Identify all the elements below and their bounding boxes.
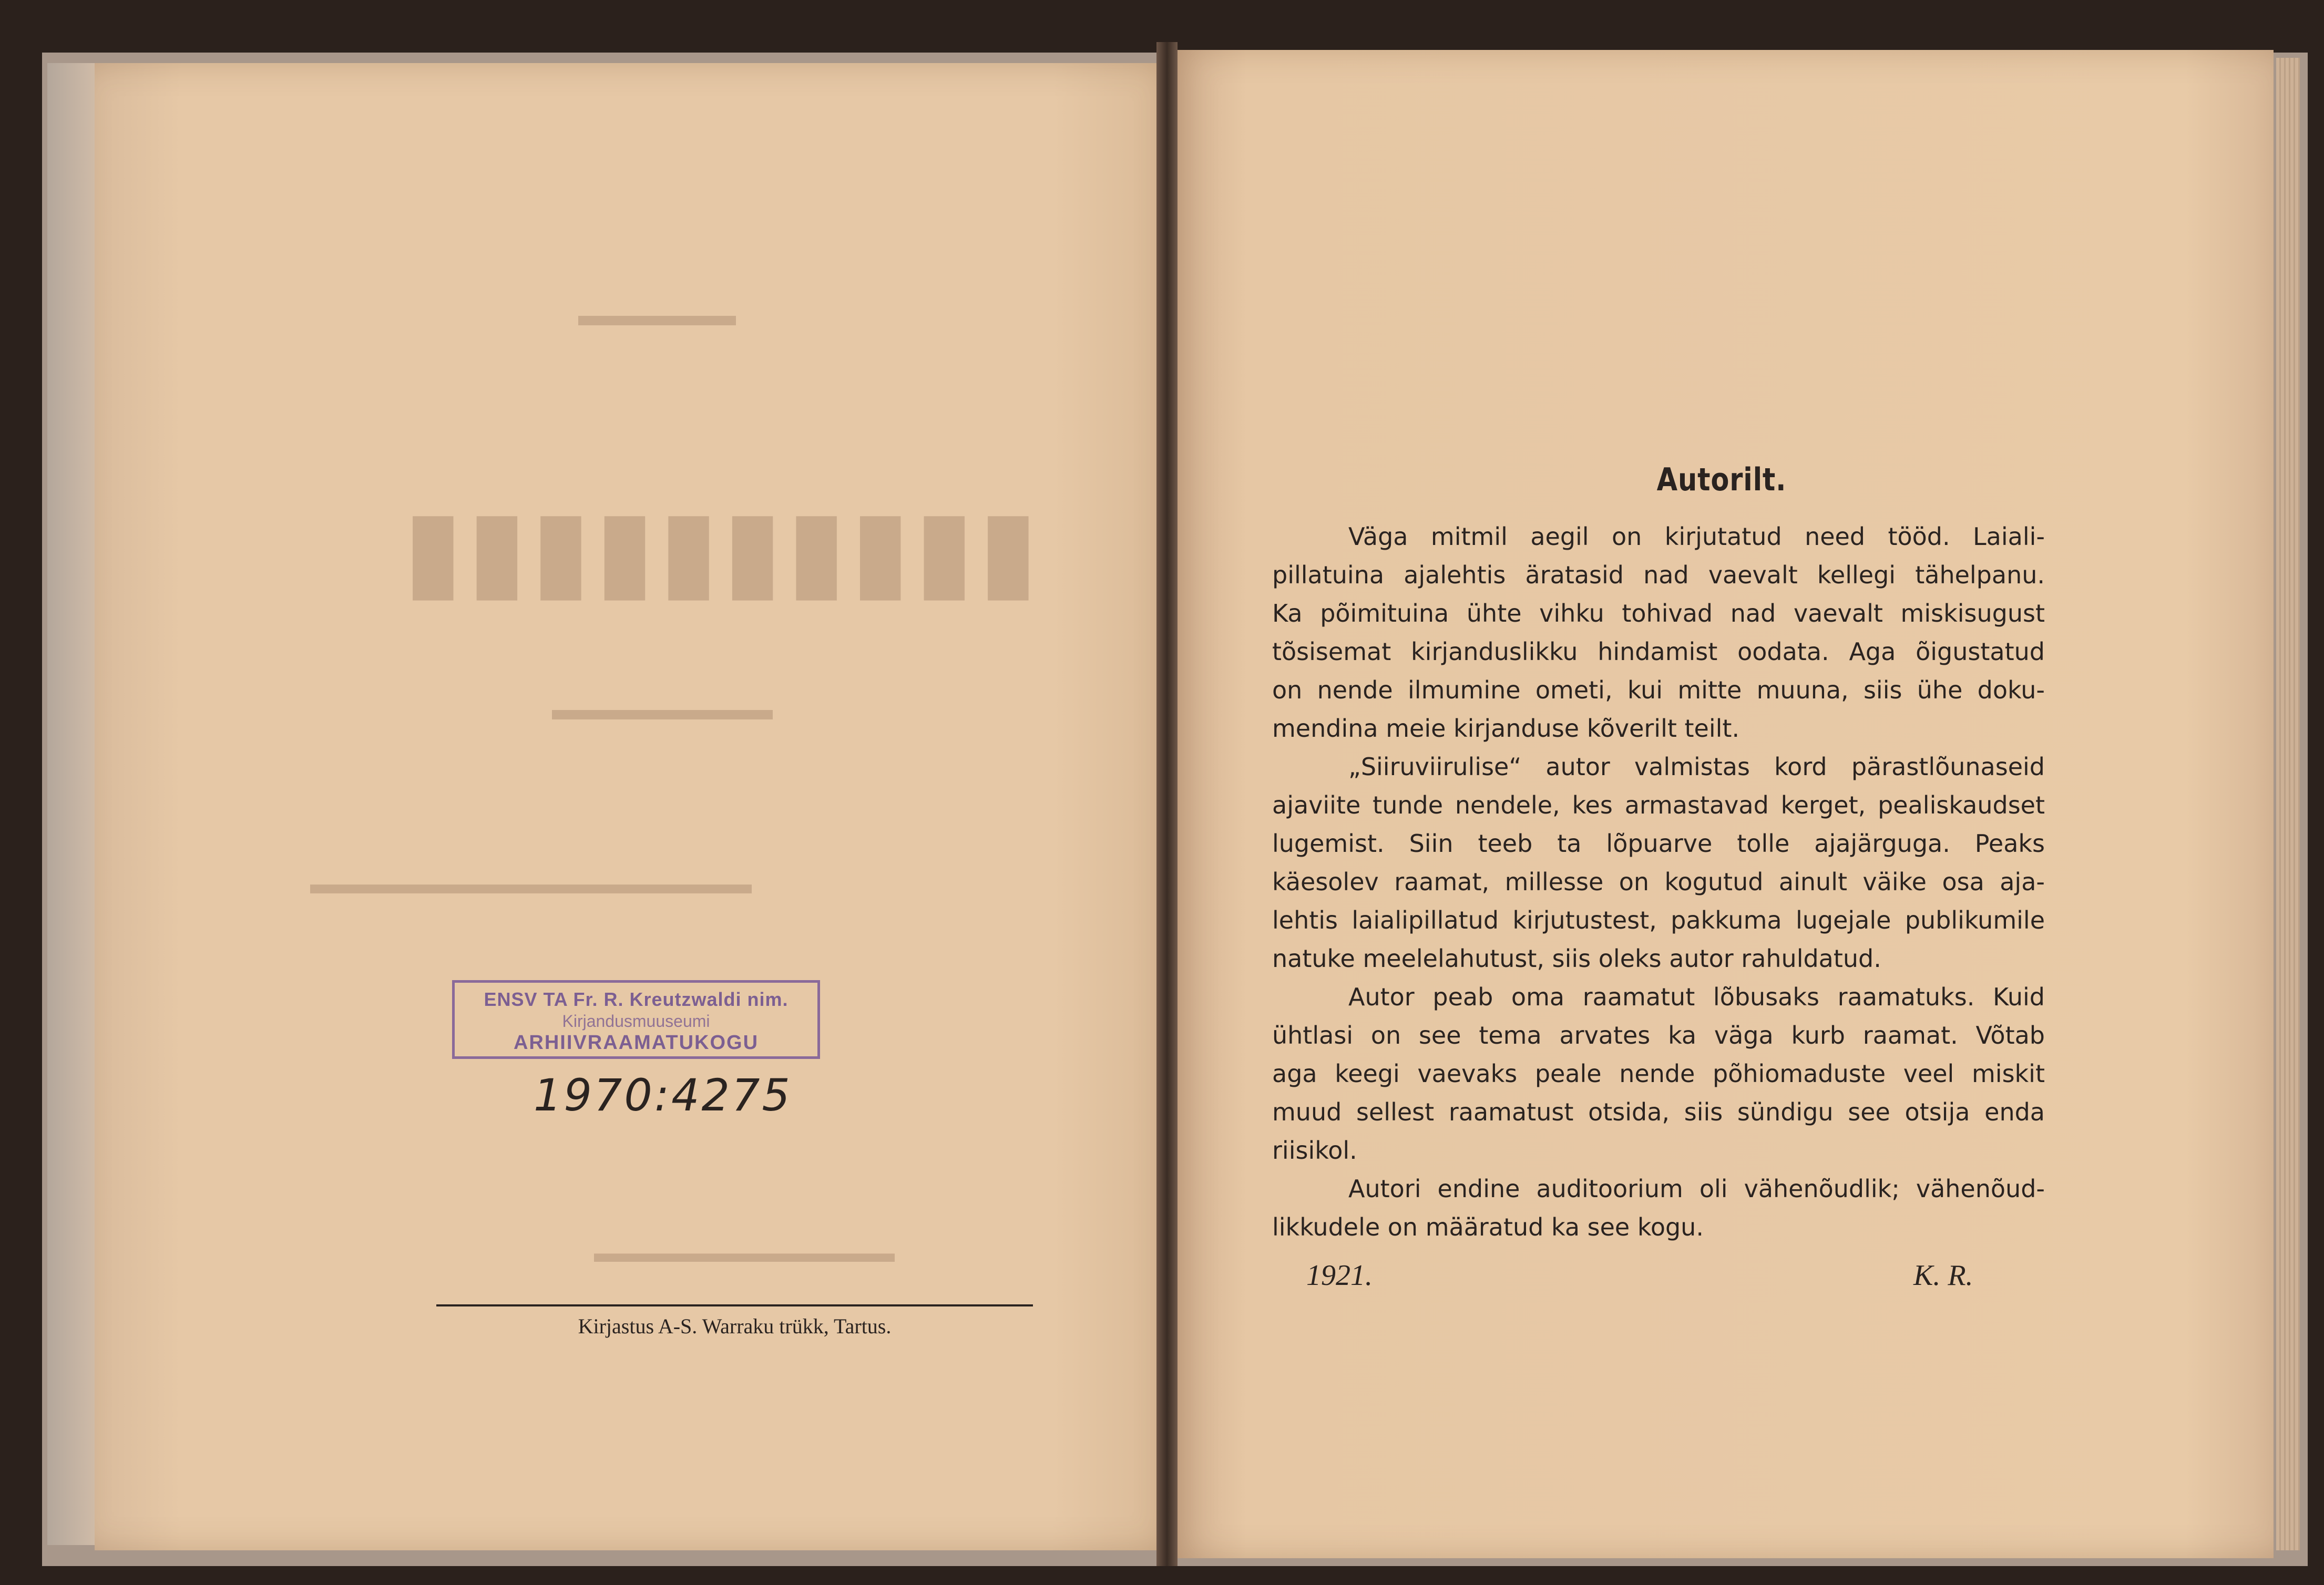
- foreword-title: Autorilt.: [1656, 461, 1787, 498]
- foreword-line: Autori endine auditoorium oli vähenõudlik; vähenõud-: [1348, 1175, 2045, 1203]
- foreword-line: käesolev raamat, millesse on kogutud ainult väike osa aja-: [1272, 868, 2045, 896]
- foreword-body: [1272, 518, 2045, 1247]
- foreword-line: lehtis laialipillatud kirjutustest, pakkuma lugejale publikumile: [1272, 906, 2045, 934]
- foreword-line: muud sellest raamatust otsida, siis sündigu see otsija enda: [1272, 1098, 2045, 1126]
- foreword-line: tõsisemat kirjanduslikku hindamist oodata. Aga õigustatud: [1272, 637, 2045, 666]
- foreword-line: Autor peab oma raamatut lõbusaks raamatuks. Kuid: [1348, 983, 2045, 1011]
- stamp-line: Kirjandusmuuseumi: [562, 1012, 710, 1031]
- foreword-line: Ka põimituina ühte vihku tohivad nad vaevalt miskisugust: [1272, 599, 2045, 627]
- foreword-line: „Siiruviirulise“ autor valmistas kord pärastlõunaseid: [1348, 753, 2045, 781]
- foreword-line: ühtlasi on see tema arvates ka väga kurb raamat. Võtab: [1272, 1021, 2045, 1049]
- foreword-line: ajaviite tunde nendele, kes armastavad kerget, pealiskaudset: [1272, 791, 2045, 819]
- show-through-subtitle: ▬▬▬▬▬▬▬: [552, 692, 773, 726]
- foreword-line: on nende ilmumine ometi, kui mitte muuna, siis ühe doku-: [1272, 676, 2045, 704]
- foreword-line: pillatuina ajalehtis äratasid nad vaevalt kellegi tähelpanu.: [1272, 561, 2045, 589]
- library-stamp: [452, 980, 820, 1059]
- show-through-line: ▬▬▬▬▬▬▬▬▬▬▬▬▬▬▬: [310, 868, 752, 900]
- foreword-line: Väga mitmil aegil on kirjutatud need tööd. Laiali-: [1348, 522, 2045, 551]
- show-through-line: ▬▬▬▬▬▬▬▬▬▬▬: [594, 1238, 895, 1268]
- foreword-line: likkudele on määratud ka see kogu.: [1272, 1213, 1704, 1241]
- foreword-line: mendina meie kirjanduse kõverilt teilt.: [1272, 714, 1740, 743]
- foreword-initials: K. R.: [1913, 1259, 1973, 1292]
- accession-number: 1970:4275: [534, 1069, 792, 1121]
- imprint-text: Kirjastus A-S. Warraku trükk, Tartus.: [578, 1314, 892, 1338]
- stamp-line: ARHIIVRAAMATUKOGU: [513, 1032, 759, 1054]
- foreword-line: aga keegi vaevaks peale nende põhiomaduste veel miskit: [1272, 1059, 2045, 1088]
- imprint-rule: [436, 1304, 1033, 1306]
- show-through-author: ▬▬▬▬▬: [578, 297, 736, 332]
- show-through-title: ▮▮▮▮▮▮▮▮▮▮: [400, 489, 1039, 611]
- foreword-line: lugemist. Siin teeb ta lõpuarve tolle ajajärguga. Peaks: [1272, 829, 2045, 858]
- foreword-line: natuke meelelahutust, siis oleks autor rahuldatud.: [1272, 944, 1881, 973]
- right-page-edges: [2276, 58, 2300, 1550]
- foreword-line: riisikol.: [1272, 1136, 1357, 1165]
- foreword-year: 1921.: [1306, 1259, 1373, 1292]
- book-gutter: [1156, 42, 1178, 1566]
- stamp-line: ENSV TA Fr. R. Kreutzwaldi nim.: [484, 989, 789, 1010]
